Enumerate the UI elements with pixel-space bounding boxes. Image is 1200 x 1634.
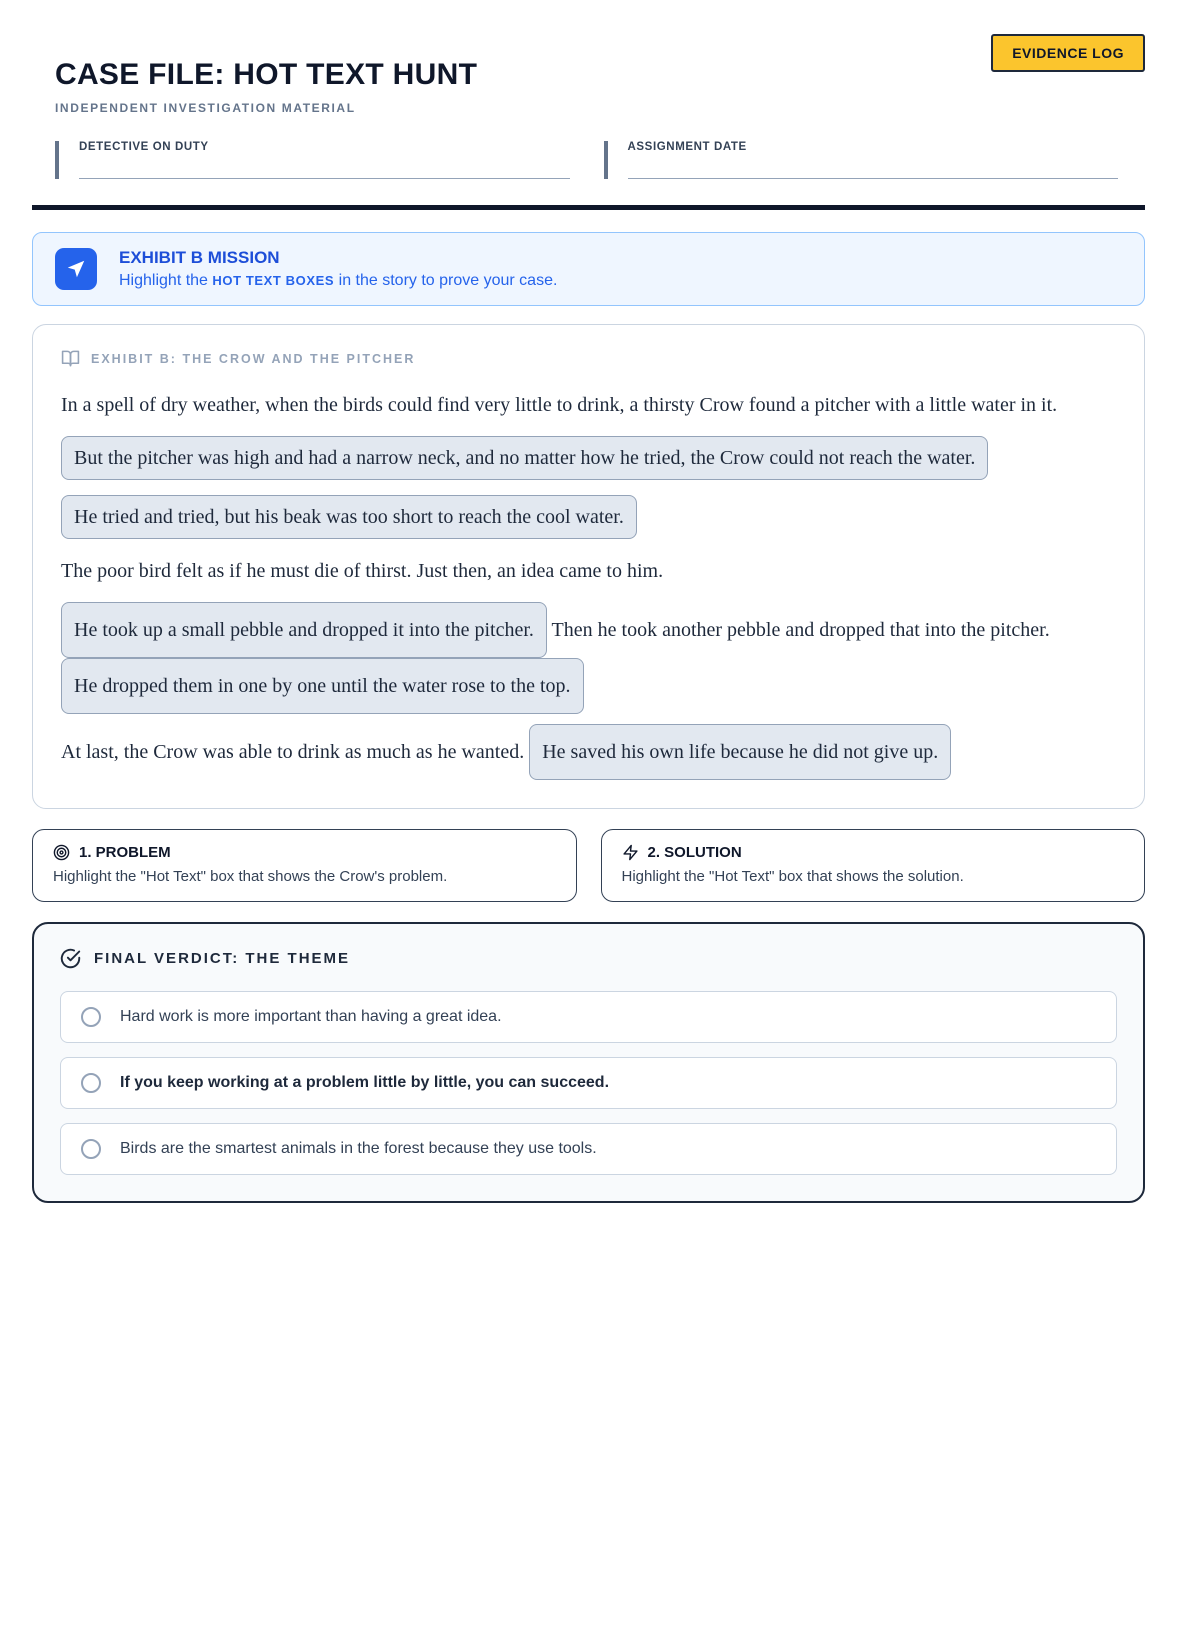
page-title: CASE FILE: HOT TEXT HUNT: [55, 58, 478, 91]
book-open-icon: [61, 349, 80, 368]
option-text: Birds are the smartest animals in the forest because they use tools.: [120, 1140, 597, 1157]
page-subtitle: INDEPENDENT INVESTIGATION MATERIAL: [55, 101, 356, 115]
date-line[interactable]: [628, 153, 1119, 179]
verdict-title: FINAL VERDICT: THE THEME: [94, 950, 351, 967]
mission-content: [119, 248, 557, 290]
cursor-arrow-icon: [55, 248, 97, 290]
question-card-problem: [32, 829, 577, 902]
hot-text-box-5[interactable]: He saved his own life because he did not give up.: [529, 724, 951, 780]
solution-title-row: [622, 844, 1125, 861]
header-divider: [32, 205, 1145, 210]
story-body: [61, 388, 1116, 780]
date-field-label: ASSIGNMENT DATE: [627, 141, 747, 153]
solution-text: Highlight the "Hot Text" box that shows the solution.: [621, 868, 964, 885]
mission-text-pre: Highlight the: [119, 272, 213, 289]
date-field: [604, 141, 1119, 179]
worksheet-page: [32, 34, 1145, 1203]
theme-option-2[interactable]: [60, 1057, 1117, 1109]
radio-button[interactable]: [81, 1139, 101, 1159]
detective-field-label: DETECTIVE ON DUTY: [79, 141, 209, 153]
mission-text-bold: HOT TEXT BOXES: [212, 273, 335, 288]
problem-text: Highlight the "Hot Text" box that shows the Crow's problem.: [53, 868, 448, 885]
problem-title: 1. PROBLEM: [79, 844, 171, 861]
story-paragraph: [61, 724, 1116, 780]
theme-option-3[interactable]: [60, 1123, 1117, 1175]
story-sentence: The poor bird felt as if he must die of thirst. Just then, an idea came to him.: [61, 560, 664, 582]
story-heading: EXHIBIT B: THE CROW AND THE PITCHER: [91, 351, 416, 366]
option-text: If you keep working at a problem little by little, you can succeed.: [120, 1074, 610, 1091]
story-sentence: In a spell of dry weather, when the birds could find very little to drink, a thirsty Crow found a pitcher with a little water in it.: [61, 394, 1058, 416]
lightning-bolt-icon: [622, 844, 639, 861]
final-verdict-card: [32, 922, 1145, 1203]
question-cards: [32, 829, 1145, 902]
story-paragraph: [61, 388, 1116, 422]
detective-field: [55, 141, 570, 179]
hot-text-box-4[interactable]: He dropped them in one by one until the water rose to the top.: [61, 658, 584, 714]
header: [32, 34, 1145, 179]
radio-button[interactable]: [81, 1007, 101, 1027]
story-card: [32, 324, 1145, 809]
verdict-title-row: [60, 948, 1117, 969]
story-paragraph: [61, 602, 1116, 714]
hot-text-box-3[interactable]: He took up a small pebble and dropped it into the pitcher.: [61, 602, 547, 658]
name-date-fields: [55, 141, 1118, 179]
mission-text-post: in the story to prove your case.: [334, 272, 558, 289]
target-icon: [53, 844, 70, 861]
mission-text: [119, 272, 557, 290]
mission-title: EXHIBIT B MISSION: [119, 248, 280, 267]
problem-title-row: [53, 844, 556, 861]
story-sentence: Then he took another pebble and dropped that into the pitcher.: [551, 619, 1050, 641]
solution-title: 2. SOLUTION: [647, 844, 742, 861]
check-circle-icon: [60, 948, 81, 969]
mission-banner: [32, 232, 1145, 306]
evidence-log-badge: EVIDENCE LOG: [991, 34, 1145, 72]
story-sentence: At last, the Crow was able to drink as much as he wanted.: [61, 741, 525, 763]
detective-name-line[interactable]: [79, 153, 570, 179]
theme-option-1[interactable]: [60, 991, 1117, 1043]
radio-button[interactable]: [81, 1073, 101, 1093]
story-heading-row: [61, 349, 1116, 368]
question-card-solution: [601, 829, 1146, 902]
option-text: Hard work is more important than having a great idea.: [120, 1008, 502, 1025]
hot-text-box-1[interactable]: But the pitcher was high and had a narrow neck, and no matter how he tried, the Crow could not reach the water.: [61, 436, 988, 480]
story-paragraph: [61, 436, 1116, 480]
story-paragraph: [61, 554, 1116, 588]
story-paragraph: [61, 495, 1116, 539]
hot-text-box-2[interactable]: He tried and tried, but his beak was too short to reach the cool water.: [61, 495, 637, 539]
